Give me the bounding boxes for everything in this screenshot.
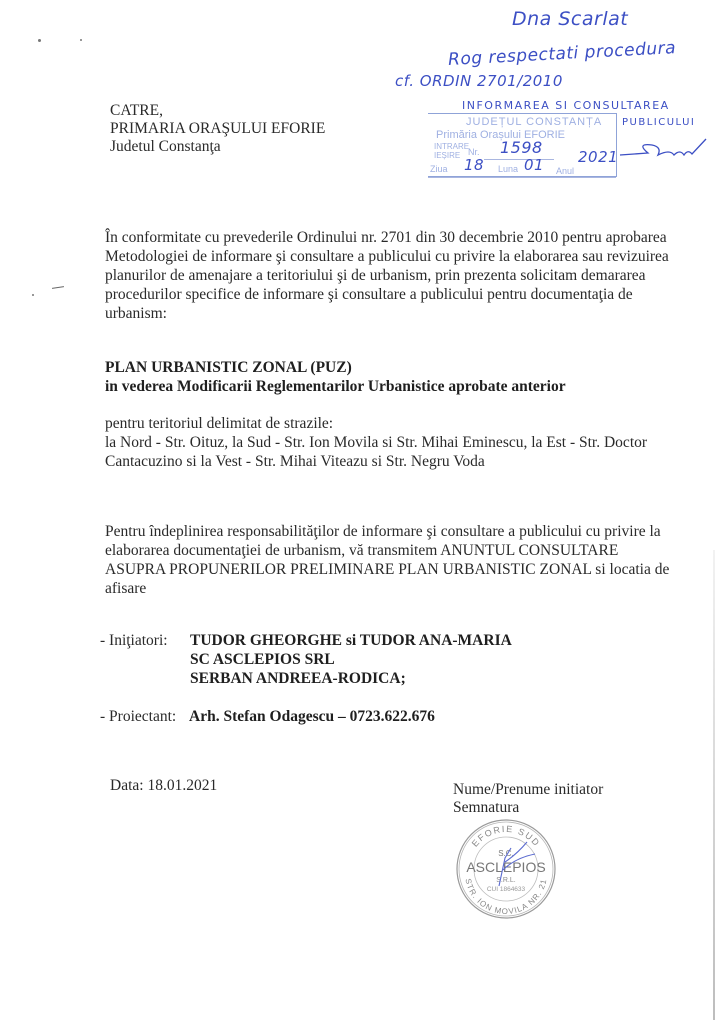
handwritten-note-line: Rog respectati procedura — [447, 38, 677, 70]
seal-bottom-arc-text: STR. ION MOVILA NR. 21 — [463, 877, 549, 917]
stamp-ziua-value: 18 — [464, 156, 485, 174]
seal-cui: CUI 1864633 — [486, 886, 526, 893]
paragraph-line: Metodologiei de informare şi consultare a publicului cu privire la elaborarea sau revizuirea — [105, 248, 669, 265]
registration-stamp — [428, 113, 617, 177]
seal-top-arc-text: EFORIE SUD — [469, 823, 543, 849]
territory-line: Cantacuzino si la Vest - Str. Mihai Viteazu si Str. Negru Voda — [105, 453, 485, 470]
paragraph-line: procedurilor specifice de informare şi consultare a publicului pentru documentaţia de — [105, 286, 633, 303]
paragraph-line: afisare — [105, 580, 147, 597]
paragraph-line: Pentru îndeplinirea responsabilităţilor de informare şi consultare a publicului cu privire la — [105, 523, 661, 540]
initiator-name: SC ASCLEPIOS SRL — [190, 651, 335, 668]
addressee-line: PRIMARIA ORAŞULUI EFORIE — [110, 120, 326, 137]
stamp-luna-label: Luna — [498, 164, 519, 174]
paragraph-line: elaborarea documentaţiei de urbanism, vă transmitem ANUNTUL CONSULTARE — [105, 542, 619, 559]
stamp-luna-value: 01 — [524, 156, 545, 174]
handwritten-note-line: cf. ORDIN 2701/2010 — [395, 72, 563, 90]
initiator-name: SERBAN ANDREEA-RODICA; — [190, 670, 406, 687]
initiators-label: - Iniţiatori: — [100, 632, 168, 649]
document-date: Data: 18.01.2021 — [110, 777, 218, 794]
stamp-anul-label: Anul — [556, 166, 575, 176]
signature-label: Semnatura — [453, 799, 520, 816]
seal-company-prefix: S.C. — [498, 849, 514, 858]
stamp-ziua-label: Ziua — [430, 164, 448, 174]
initiator-name: TUDOR GHEORGHE si TUDOR ANA-MARIA — [190, 632, 512, 649]
scan-speck — [38, 39, 41, 42]
stamp-subheader: Primăria Orașului EFORIE — [436, 129, 565, 141]
handwritten-note-line: PUBLICULUI — [622, 117, 696, 128]
handwritten-signature — [618, 135, 718, 165]
paragraph-line: urbanism: — [105, 305, 167, 322]
signature-label: Nume/Prenume initiator — [453, 781, 604, 798]
addressee-line: CATRE, — [110, 102, 163, 119]
territory-line: la Nord - Str. Oituz, la Sud - Str. Ion Movila si Str. Mihai Eminescu, la Est - Str. Doctor — [105, 434, 648, 451]
stamp-date-field-line — [428, 177, 616, 178]
paragraph-line: ASUPRA PROPUNERILOR PRELIMINARE PLAN URBANISTIC ZONAL si locatia de — [105, 561, 670, 578]
designer-value: Arh. Stefan Odagescu – 0723.622.676 — [189, 708, 435, 725]
stamp-nr-value: 1598 — [500, 138, 543, 157]
stamp-anul-value: 2021 — [578, 148, 619, 166]
plan-subtitle-line: in vederea Modificarii Reglementarilor Urbanistice aprobate anterior — [105, 378, 566, 395]
addressee-line: Judetul Constanţa — [110, 138, 221, 155]
company-seal — [455, 818, 557, 920]
designer-label: - Proiectant: — [100, 708, 177, 725]
seal-company-suffix: S.R.L. — [496, 877, 516, 884]
handwritten-note-line: INFORMAREA SI CONSULTAREA — [462, 99, 670, 112]
paragraph-line: planurilor de amenajare a teritoriului şi de urbanism, prin prezenta solicitam demararea — [105, 267, 646, 284]
handwritten-note-line: Dna Scarlat — [512, 8, 629, 30]
page-edge-line — [713, 550, 715, 1020]
scan-mark — [52, 286, 64, 289]
paragraph-line: În conformitate cu prevederile Ordinului nr. 2701 din 30 decembrie 2010 pentru aprobarea — [105, 229, 667, 246]
scan-speck — [32, 294, 34, 296]
plan-title-line: PLAN URBANISTIC ZONAL (PUZ) — [105, 359, 352, 376]
stamp-iesire-label: IEȘIRE — [434, 151, 461, 160]
territory-line: pentru teritoriul delimitat de strazile: — [105, 415, 334, 432]
stamp-header: JUDEȚUL CONSTANȚA — [466, 116, 603, 128]
stamp-nr-label: Nr. — [468, 147, 480, 157]
seal-company-name: ASCLEPIOS — [466, 859, 546, 875]
scan-speck — [80, 39, 82, 41]
stamp-intrare-label: INTRARE — [434, 142, 470, 151]
